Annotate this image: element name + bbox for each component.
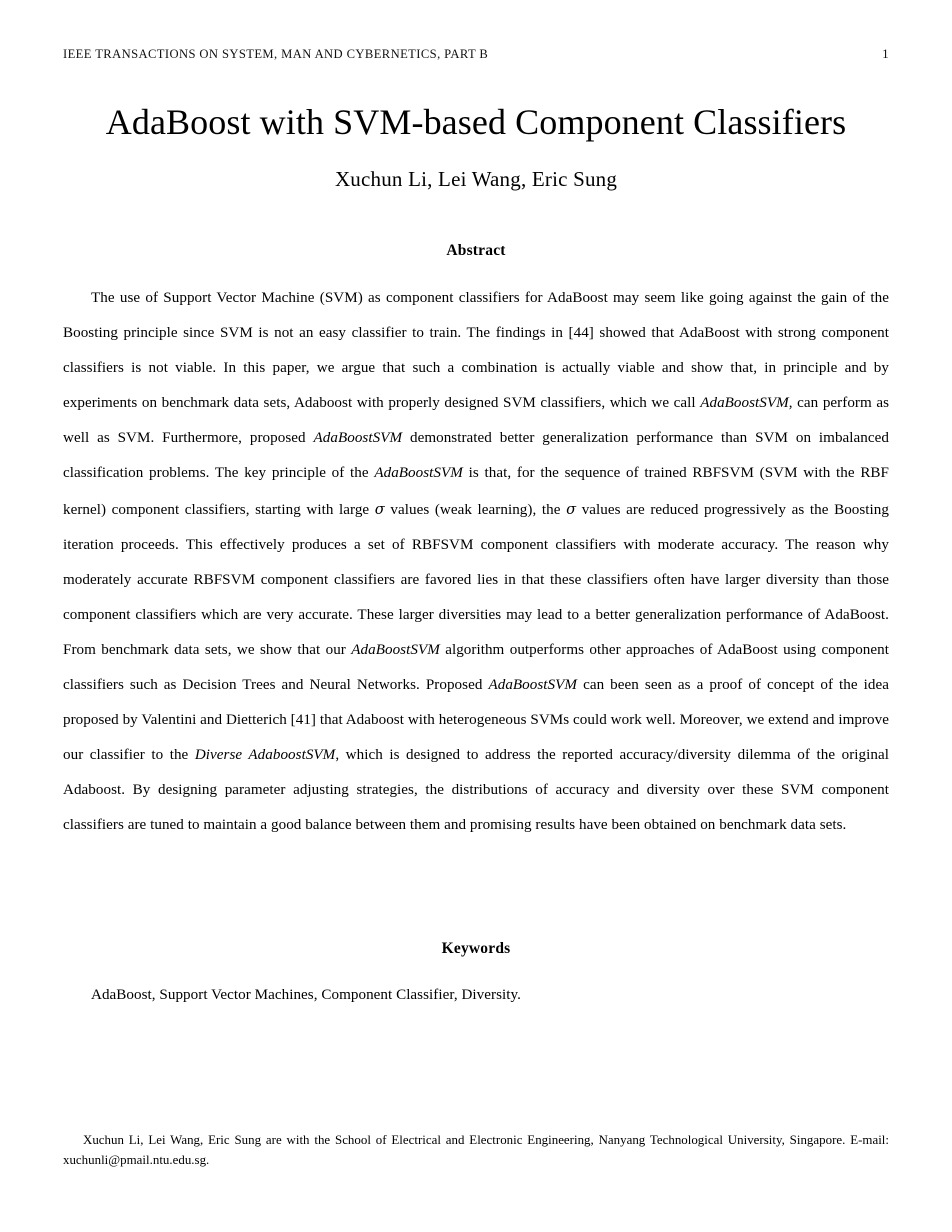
- page-number: 1: [882, 46, 889, 61]
- page-title: AdaBoost with SVM-based Component Classifiers: [105, 102, 847, 143]
- footnote-line-1: Xuchun Li, Lei Wang, Eric Sung are with the School of Electrical and Electronic Engineering, Nanyang Technological University,: [83, 1133, 785, 1147]
- term-adaboostsvm-2: AdaBoostSVM: [313, 430, 403, 447]
- term-diverse-adaboostsvm: Diverse AdaboostSVM: [194, 747, 336, 764]
- term-adaboostsvm-4: AdaBoostSVM: [351, 641, 440, 658]
- abstract-text-1: The use of Support Vector Machine (SVM) as component classifiers for AdaBoost may seem like going against the gain of the Boosting principle since SVM is not an easy classifier to train. The findings in [44] showed that AdaBoost with strong component classifiers is not viable. In this paper, we argue that such a combination is actually viable and show that, in principle and by experiments on benchmark data sets, Adaboost with properly designed SVM classifiers, which we call: [63, 290, 889, 412]
- sigma-symbol-1: σ: [374, 500, 385, 518]
- abstract-text-9: , which is designed to address the reported accuracy/diversity dilemma of the original Adaboost. By designing parameter adjusting strategies, the distributions of accuracy and diversity over these SVM component classifiers are tuned to maintain a good balance between them and promising results have been obtained on benchmark data sets.: [63, 747, 889, 834]
- journal-name: IEEE TRANSACTIONS ON SYSTEM, MAN AND CYBERNETICS, PART B: [63, 47, 489, 61]
- term-adaboostsvm-1: AdaBoostSVM: [700, 395, 789, 412]
- keywords-body: AdaBoost, Support Vector Machines, Component Classifier, Diversity.: [91, 987, 521, 1003]
- abstract-text-5: values (weak learning), the: [384, 501, 567, 518]
- abstract-text-2: , can perform as well as SVM. Furthermore, proposed: [63, 395, 890, 447]
- abstract-text-8: can been seen as a proof of concept of the idea proposed by Valentini and Dietterich [41] that Adaboost with heterogeneous SVMs could work well. Moreover, we extend and improve our classifier to the: [63, 677, 889, 764]
- sigma-symbol-2: σ: [566, 500, 577, 518]
- abstract-heading: Abstract: [446, 242, 506, 259]
- abstract-body: [63, 281, 889, 844]
- abstract-text-3: demonstrated better generalization performance than SVM on imbalanced classification problems. The key principle of the: [63, 430, 889, 482]
- keywords-heading: Keywords: [441, 940, 511, 957]
- abstract-text-6: values are reduced progressively as the Boosting iteration proceeds. This effectively produces a set of RBFSVM component classifiers with moderate accuracy. The reason why moderately accurate RBFSVM component classifiers are favored lies in that these classifiers often have larger diversity than those component classifiers which are very accurate. These larger diversities may lead to a better generalization performance of AdaBoost. From benchmark data sets, we show that our: [63, 501, 889, 658]
- author-affiliation-footnote: [63, 1131, 889, 1170]
- running-head: [63, 46, 889, 62]
- term-adaboostsvm-5: AdaBoostSVM: [488, 677, 578, 694]
- abstract-text-7: algorithm outperforms other approaches of AdaBoost using component classifiers such as Decision Trees and Neural Networks. Proposed: [63, 641, 889, 694]
- term-adaboostsvm-3: AdaBoostSVM: [374, 465, 463, 482]
- abstract-text-4: is that, for the sequence of trained RBFSVM (SVM with the RBF kernel) component classifiers, starting with large: [63, 465, 889, 518]
- footnote-line-2: Singapore. E-mail: xuchunli@pmail.ntu.edu.sg.: [63, 1133, 889, 1167]
- author-list: Xuchun Li, Lei Wang, Eric Sung: [334, 167, 618, 191]
